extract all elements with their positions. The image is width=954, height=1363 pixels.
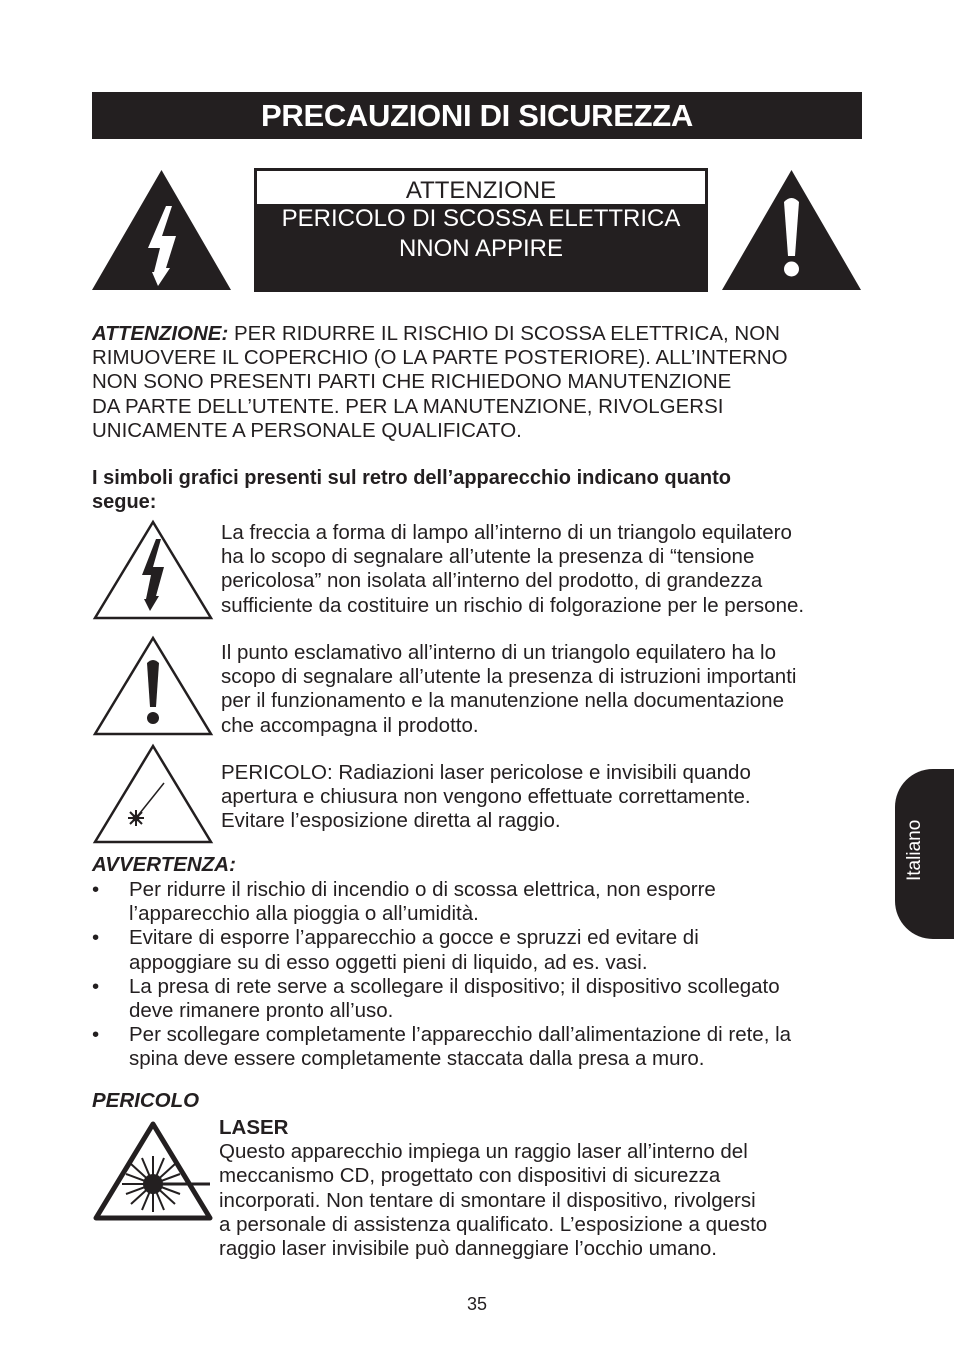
- page-number: 35: [466, 1294, 488, 1314]
- exclamation-outline-icon: [92, 635, 214, 737]
- danger-line: a personale di assistenza qualificato. L’esposizione a questo: [219, 1212, 768, 1236]
- description-line: Evitare l’esposizione diretta al raggio.: [221, 809, 561, 833]
- warning-box-heading: ATTENZIONE: [257, 171, 705, 204]
- exclamation-triangle-icon: [720, 168, 863, 292]
- list-item-line: l’apparecchio alla pioggia o all’umidità.: [129, 902, 479, 926]
- page-title: PRECAUZIONI DI SICUREZZA: [92, 92, 862, 139]
- warning-heading: AVVERTENZA:: [92, 853, 236, 876]
- laser-danger-text: [219, 1116, 869, 1261]
- list-item: [92, 975, 872, 1023]
- caution-line: NON SONO PRESENTI PARTI CHE RICHIEDONO MANUTENZIONE: [92, 370, 732, 394]
- list-item-line: Per ridurre il rischio di incendio o di scossa elettrica, non esporre: [129, 878, 716, 901]
- bullet-icon: •: [92, 974, 100, 998]
- language-tab-label: Italiano: [904, 819, 925, 881]
- description-line: Il punto esclamativo all’interno di un triangolo equilatero ha lo: [221, 641, 776, 664]
- bullet-icon: •: [92, 878, 100, 901]
- warning-list: [92, 878, 872, 1072]
- caution-line: PER RIDURRE IL RISCHIO DI SCOSSA ELETTRICA, NON: [228, 322, 780, 345]
- description-line: PERICOLO: Radiazioni laser pericolose e invisibili quando: [221, 761, 751, 784]
- list-item-line: Per scollegare completamente l’apparecchio dall’alimentazione di rete, la: [129, 1023, 792, 1047]
- laser-description: [221, 761, 871, 834]
- list-item: [92, 926, 872, 974]
- caution-line: RIMUOVERE IL COPERCHIO (O LA PARTE POSTERIORE). ALL’INTERNO: [92, 346, 788, 370]
- list-item: [92, 878, 872, 926]
- symbols-intro-line: I simboli grafici presenti sul retro dell’apparecchio indicano quanto: [92, 467, 732, 489]
- danger-line: raggio laser invisibile può danneggiare l’occhio umano.: [219, 1237, 718, 1261]
- list-item-line: La presa di rete serve a scollegare il dispositivo; il dispositivo scollegato: [129, 974, 780, 998]
- bullet-icon: •: [92, 1023, 100, 1047]
- description-line: ha lo scopo di segnalare all’utente la presenza di “tensione: [221, 545, 755, 569]
- laser-subheading: LASER: [219, 1116, 289, 1139]
- description-line: apertura e chiusura non vengono effettuate correttamente.: [221, 785, 751, 809]
- description-line: La freccia a forma di lampo all’interno di un triangolo equilatero: [221, 521, 792, 544]
- warning-box: [254, 168, 708, 292]
- caution-line: DA PARTE DELL’UTENTE. PER LA MANUTENZIONE, RIVOLGERSI: [92, 394, 724, 418]
- lightning-description: [221, 521, 871, 618]
- description-line: pericolosa” non isolata all’interno del prodotto, di grandezza: [221, 569, 763, 593]
- symbols-intro: [92, 466, 872, 514]
- warning-box-line: NNON APPIRE: [398, 235, 564, 262]
- list-item-line: spina deve essere completamente staccata dalla presa a muro.: [129, 1047, 705, 1071]
- warning-box-line: PERICOLO DI SCOSSA ELETTRICA: [281, 205, 681, 232]
- description-line: che accompagna il prodotto.: [221, 713, 479, 737]
- description-line: per il funzionamento e la manutenzione nella documentazione: [221, 689, 784, 713]
- laser-burst-triangle-icon: [92, 1120, 214, 1222]
- danger-line: incorporati. Non tentare di smontare il dispositivo, rivolgersi: [219, 1188, 756, 1212]
- caution-label: ATTENZIONE:: [92, 322, 229, 345]
- bullet-icon: •: [92, 926, 100, 950]
- list-item-line: deve rimanere pronto all’uso.: [129, 999, 394, 1023]
- danger-line: meccanismo CD, progettato con dispositivi di sicurezza: [219, 1164, 721, 1188]
- description-line: scopo di segnalare all’utente la presenza di istruzioni importanti: [221, 665, 797, 689]
- danger-line: Questo apparecchio impiega un raggio laser all’interno del: [219, 1140, 748, 1164]
- list-item: [92, 1023, 872, 1071]
- list-item-line: appoggiare su di esso oggetti pieni di liquido, ad es. vasi.: [129, 950, 648, 974]
- list-item-line: Evitare di esporre l’apparecchio a gocce e spruzzi ed evitare di: [129, 926, 699, 950]
- exclamation-description: [221, 641, 871, 738]
- laser-triangle-icon: [92, 743, 214, 845]
- lightning-outline-icon: [92, 519, 214, 621]
- caution-line: UNICAMENTE A PERSONALE QUALIFICATO.: [92, 418, 522, 442]
- danger-heading: PERICOLO: [92, 1089, 200, 1112]
- symbols-intro-line: segue:: [92, 491, 157, 514]
- caution-paragraph: [92, 322, 872, 443]
- lightning-triangle-icon: [90, 168, 233, 292]
- description-line: sufficiente da costituire un rischio di folgorazione per le persone.: [221, 593, 805, 617]
